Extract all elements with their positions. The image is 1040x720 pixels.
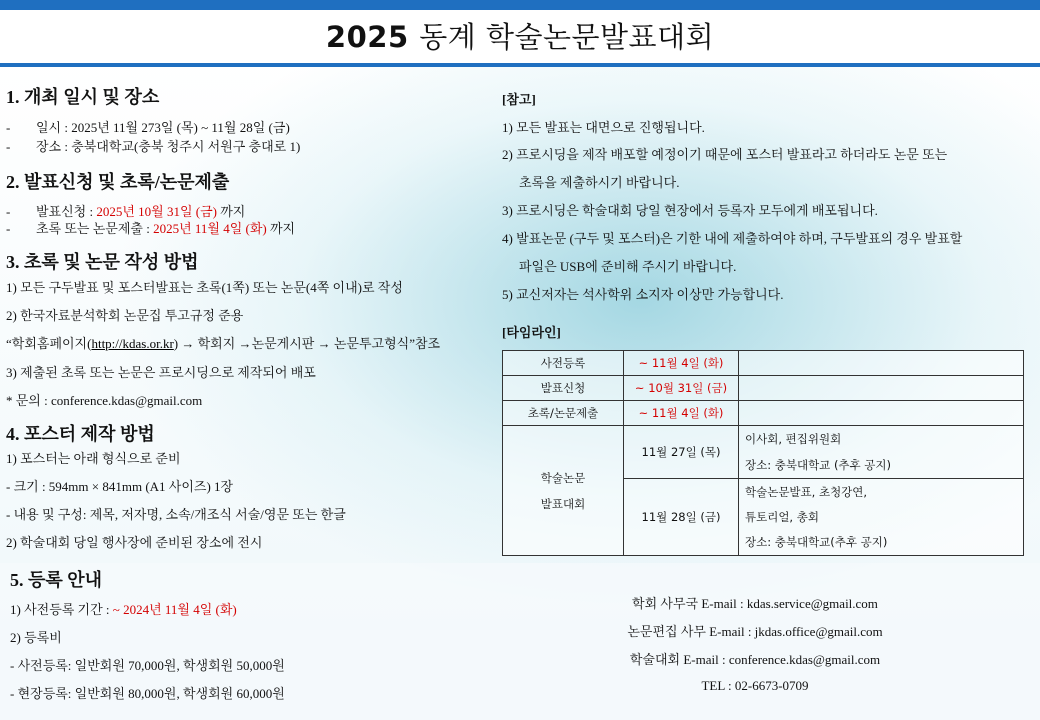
sec5-line2: 2) 등록비 [10, 630, 62, 645]
sec3-inquiry: * 문의 : conference.kdas@gmail.com [6, 393, 203, 408]
day2-line1: 학술논문발표, 초청강연, [745, 484, 868, 499]
sec1-item-venue: - 장소 : 충북대학교(충북 청주시 서원구 충대로 1) [6, 139, 301, 154]
notes-item-2-cont: 초록을 제출하시기 바랍니다. [519, 175, 680, 190]
timeline-empty-2 [739, 376, 1024, 401]
sec1-date-text: 일시 : 2025년 11월 273일 (목) ~ 11월 28일 (금) [36, 120, 290, 135]
sec3-line3-prefix: “학회홈페이지( [6, 336, 92, 351]
timeline-row-submit [503, 401, 1024, 426]
timeline-day1-date: 11월 27일 (목) [624, 426, 739, 479]
contact-office-email: 학회 사무국 E-mail : kdas.service@gmail.com [632, 596, 878, 611]
section1-title: 1. 개최 일시 및 장소 [6, 87, 160, 107]
sec3-line2: 2) 한국자료분석학회 논문집 투고규정 준용 [6, 308, 244, 323]
contact-tel: TEL : 02-6673-0709 [701, 678, 809, 693]
sec2-item-apply: - 발표신청 : 2025년 10월 31일 (금) 까지 [6, 204, 246, 219]
timeline-table [502, 350, 1024, 556]
sec5-line1-prefix: 1) 사전등록 기간 : [10, 602, 113, 617]
page-title [0, 10, 1040, 65]
day1-line2: 장소: 충북대학교 (추후 공지) [745, 458, 892, 472]
sec3-line1: 1) 모든 구두발표 및 포스터발표는 초록(1쪽) 또는 논문(4쪽 이내)로 작성 [6, 280, 403, 295]
section2-title: 2. 발표신청 및 초록/논문제출 [6, 172, 230, 192]
homepage-link[interactable]: http://kdas.or.kr [91, 336, 174, 351]
timeline-label-preregister: 사전등록 [503, 351, 624, 376]
sec1-venue-text: 장소 : 충북대학교(충북 청주시 서원구 충대로 1) [36, 139, 301, 154]
title-banner [0, 10, 1040, 67]
timeline-date-apply: ~ 10월 31일 (금) [624, 376, 739, 401]
notes-item-5: 5) 교신저자는 석사학위 소지자 이상만 가능합니다. [502, 287, 784, 302]
sec3-line3 [6, 333, 440, 352]
timeline-day2-details [739, 479, 1024, 556]
sec5-line1-date: ~ 2024년 11월 4일 (화) [112, 602, 237, 617]
timeline-day1-details [739, 426, 1024, 479]
sec3-line4: 3) 제출된 초록 또는 논문은 프로시딩으로 제작되어 배포 [6, 365, 316, 380]
timeline-label-apply: 발표신청 [503, 376, 624, 401]
sec4-line4: 2) 학술대회 당일 행사장에 준비된 장소에 전시 [6, 535, 263, 550]
title-text: 동계 학술논문발표대회 [419, 20, 715, 54]
timeline-empty-1 [739, 351, 1024, 376]
section3-title: 3. 초록 및 논문 작성 방법 [6, 252, 199, 272]
timeline-event-label [503, 426, 624, 556]
sec4-line2: - 크기 : 594mm × 841mm (A1 사이즈) 1장 [6, 479, 234, 494]
notes-item-3: 3) 프로시딩은 학술대회 당일 현장에서 등록자 모두에게 배포됩니다. [502, 203, 878, 218]
timeline-row-apply [503, 376, 1024, 401]
notes-item-2: 2) 프로시딩을 제작 배포할 예정이기 때문에 포스터 발표라고 하더라도 논문 또는 [502, 147, 948, 162]
notes-item-4-cont: 파일은 USB에 준비해 주시기 바랍니다. [519, 259, 737, 274]
timeline-row-day1 [503, 426, 1024, 479]
timeline-empty-3 [739, 401, 1024, 426]
day2-line3: 장소: 충북대학교(추후 공지) [745, 534, 888, 549]
sec1-item-date: - 일시 : 2025년 11월 273일 (목) ~ 11월 28일 (금) [6, 120, 290, 135]
notes-item-4: 4) 발표논문 (구두 및 포스터)은 기한 내에 제출하여야 하며, 구두발표의 경우 발표할 [502, 231, 963, 246]
top-accent-bar [0, 0, 1040, 10]
sec2-submit-date: 2025년 11월 4일 (화) [153, 221, 267, 236]
event-label-line1: 학술논문 [540, 470, 586, 485]
timeline-row-preregister [503, 351, 1024, 376]
section5-title: 5. 등록 안내 [10, 570, 103, 590]
title-year: 2025 [325, 20, 409, 54]
event-label-line2: 발표대회 [540, 496, 586, 511]
notes-title: [참고] [502, 92, 536, 107]
sec2-apply-prefix: 발표신청 : [36, 204, 97, 219]
sec2-apply-suffix: 까지 [217, 204, 246, 219]
sec2-apply-date: 2025년 10월 31일 (금) [96, 204, 217, 219]
sec5-line3: - 사전등록: 일반회원 70,000원, 학생회원 50,000원 [10, 658, 285, 673]
contact-editor-email: 논문편집 사무 E-mail : jkdas.office@gmail.com [627, 624, 883, 639]
sec4-line1: 1) 포스터는 아래 형식으로 준비 [6, 451, 181, 466]
timeline-label-submit: 초록/논문제출 [503, 401, 624, 426]
sec2-item-submit: - 초록 또는 논문제출 : 2025년 11월 4일 (화) 까지 [6, 221, 296, 236]
registration-panel [0, 563, 1040, 720]
contact-conference-email: 학술대회 E-mail : conference.kdas@gmail.com [629, 652, 881, 667]
timeline-title: [타임라인] [502, 325, 561, 340]
timeline-day2-date: 11월 28일 (금) [624, 479, 739, 556]
sec2-submit-suffix: 까지 [266, 221, 296, 236]
day2-line2: 튜토리얼, 총회 [745, 509, 819, 524]
sec5-line1 [10, 599, 237, 618]
timeline-date-submit: ~ 11월 4일 (화) [624, 401, 739, 426]
sec5-line4: - 현장등록: 일반회원 80,000원, 학생회원 60,000원 [10, 686, 285, 701]
notes-item-1: 1) 모든 발표는 대면으로 진행됩니다. [502, 120, 705, 135]
sec3-line3-suffix: ) → 학회지 →논문게시판 → 논문투고형식”참조 [173, 336, 441, 351]
sec2-submit-prefix: 초록 또는 논문제출 : [36, 221, 154, 236]
day1-line1: 이사회, 편집위원회 [745, 432, 842, 446]
sec4-line3: - 내용 및 구성: 제목, 저자명, 소속/개조식 서술/영문 또는 한글 [6, 507, 346, 522]
timeline-date-preregister: ~ 11월 4일 (화) [624, 351, 739, 376]
section4-title: 4. 포스터 제작 방법 [6, 424, 155, 444]
